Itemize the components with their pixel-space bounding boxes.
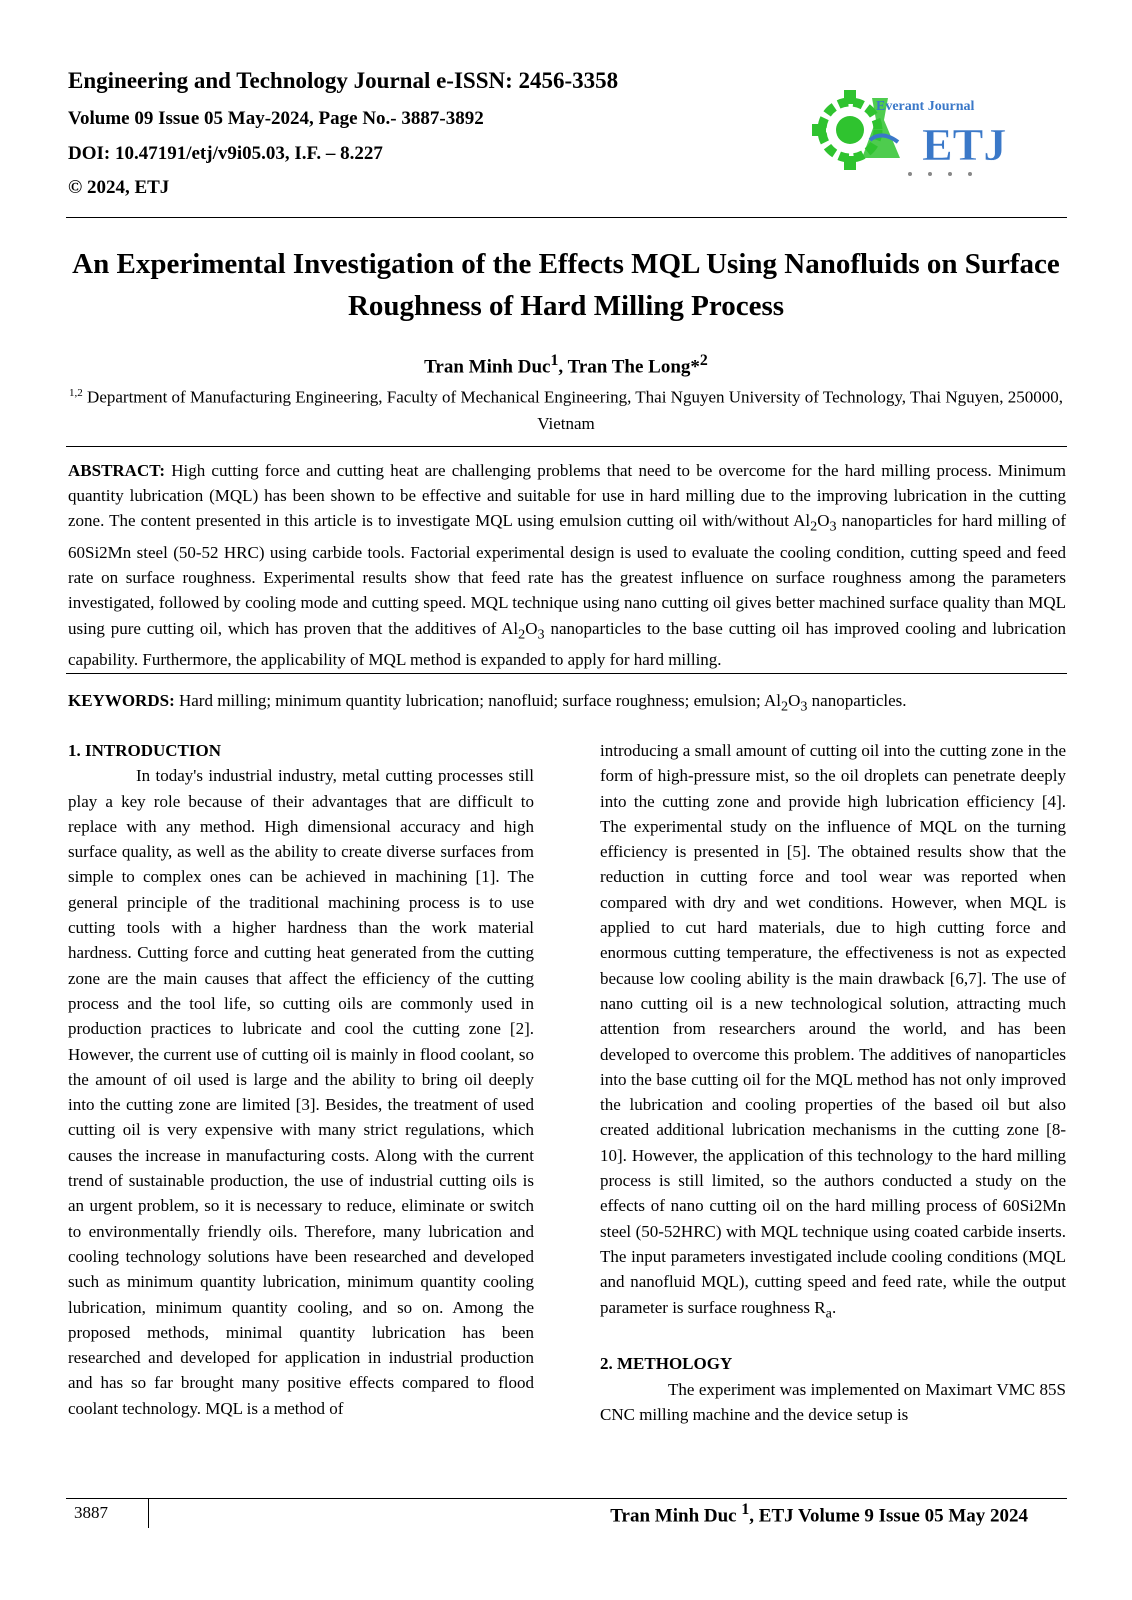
affiliation-mark: 1,2 — [69, 387, 83, 399]
logo-wordmark: ETJ — [922, 119, 1007, 170]
affiliation-text: Department of Manufacturing Engineering, Faculty of Mechanical Engineering, Thai Nguyen University of Technology, Thai Nguyen, 250000, Vietnam — [82, 387, 1063, 433]
subscript: 2 — [810, 518, 818, 535]
subscript: a — [825, 1304, 832, 1321]
volume-line: Volume 09 Issue 05 May-2024, Page No.- 3887-3892 — [68, 108, 484, 129]
subscript: 3 — [829, 518, 837, 535]
body-text: introducing a small amount of cutting oil into the cutting zone in the form of high-pressure mist, so the oil droplets can penetrate deeply into the cutting zone and provide high lubrication efficiency [4]. The experimental study on the influence of MQL on the turning efficiency is presented in [5]. The obtained results show that the reduction in cutting force and tool wear was reported when compared with dry and wet conditions. However, when MQL is applied to cut hard materials, due to high cutting force and enormous cutting temperature, the effectiveness is not as expected because low cooling ability is the main drawback [6,7]. The use of nano cutting oil is a new technological solution, attracting much attention from researchers around the world, and has been developed to overcome this problem. The additives of nanoparticles into the base cutting oil for the MQL method has not only improved the lubrication and cooling properties of the based oil but also created additional lubrication mechanisms in the cutting zone [8-10]. However, the application of this technology to the hard milling process is still limited, so the authors conducted a study on the effects of nano cutting oil on the hard milling process of 60Si2Mn steel (50-52HRC) with MQL technique using coated carbide inserts. The input parameters investigated include cooling conditions (MQL and nanofluid MQL), cutting speed and feed rate, while the output parameter is surface roughness R — [600, 741, 1066, 1317]
section-heading-methology: 2. METHOLOGY — [600, 1354, 733, 1374]
left-column — [68, 738, 534, 1421]
abstract-text: nanoparticles for hard milling of 60Si2Mn steel (50-52 HRC) using carbide tools. Factorial experimental design is used to evaluate the cooling condition, cutting speed and feed rate on surface roughness. Experimental results show that feed rate has the greatest influence on surface roughness among the parameters investigated, followed by cooling mode and cutting speed. MQL technique using nano cutting oil gives better machined surface quality than MQL using pure cutting oil, which has proven that the additives of Al — [68, 511, 1066, 638]
keywords-text: Hard milling; minimum quantity lubrication; nanofluid; surface roughness; emulsion; Al — [174, 691, 781, 710]
footer-author: Tran Minh Duc — [610, 1505, 737, 1527]
journal-title: Engineering and Technology Journal e-ISSN: 2456-3358 — [68, 68, 619, 93]
logo-caption: Everant Journal — [876, 99, 975, 114]
author-name: Tran The Long* — [567, 356, 700, 378]
subscript: 2 — [780, 698, 789, 715]
doi-line: DOI: 10.47191/etj/v9i05.03, I.F. – 8.227 — [68, 143, 383, 164]
page-number: 3887 — [74, 1503, 108, 1522]
footer-journal-info: , ETJ Volume 9 Issue 05 May 2024 — [749, 1505, 1028, 1527]
affiliation — [66, 380, 1066, 437]
paragraph-gap — [600, 1326, 1066, 1351]
subscript: 3 — [800, 698, 808, 715]
subscript: 3 — [537, 626, 545, 642]
paper-title: An Experimental Investigation of the Effects MQL Using Nanofluids on Surface Roughness of Hard Milling Process — [72, 248, 1060, 322]
journal-logo — [810, 80, 1020, 185]
author-list — [66, 352, 1066, 378]
abstract-text: nanoparticles to the base cutting oil has improved cooling and lubrication capability. Furthermore, the applicability of MQL method is expanded to apply for hard milling. — [68, 618, 1066, 670]
body-paragraph: The experiment was implemented on Maximart VMC 85S CNC milling machine and the device setup is — [600, 1379, 1066, 1424]
copyright-line: © 2024, ETJ — [68, 177, 170, 198]
author-name: Tran Minh Duc — [424, 356, 551, 378]
author-affiliation-mark: 1 — [550, 352, 559, 369]
abstract-text: High cutting force and cutting heat are challenging problems that need to be overcome for the hard milling process. Minimum quantity lubrication (MQL) has been shown to be effective and suitable for use in hard milling due to the improving lubrication in the cutting zone. The content presented in this article is to investigate MQL using emulsion cutting oil with/without Al — [68, 461, 1066, 531]
body-paragraph: In today's industrial industry, metal cutting processes still play a key role because of their advantages that are difficult to replace with any method. High dimensional accuracy and high surface quality, as well as the ability to create diverse surfaces from simple to complex ones can be achieved in machining [1]. The general principle of the traditional machining process is to use cutting tools with a higher hardness than the work material hardness. Cutting force and cutting heat generated from the cutting zone are the main causes that affect the efficiency of the cutting process and the tool life, so cutting oils are commonly used in production practices to lubricate and cool the cutting zone [2]. However, the current use of cutting oil is mainly in flood coolant, so the amount of oil used is large and the ability to bring oil deeply into the cutting zone are limited [3]. Besides, the treatment of used cutting oil is very expensive with many strict regulations, which causes the increase in manufacturing costs. Along with the current trend of sustainable production, the use of industrial cutting oils is an urgent problem, so it is necessary to reduce, eliminate or switch to environmentally friendly oils. Therefore, many lubrication and cooling technology solutions have been researched and developed such as minimum quantity lubrication, minimum quantity cooling lubrication, minimum quantity cooling, and so on. Among the proposed methods, minimal quantity lubrication has been researched and developed for application in industrial production and has so far brought many positive effects compared to flood coolant technology. MQL is a method of — [68, 766, 534, 1418]
body-paragraph — [600, 738, 1066, 1326]
abstract-top-rule — [66, 446, 1067, 447]
footer-affiliation-mark: 1 — [741, 1501, 750, 1518]
keywords-rule — [66, 673, 1067, 674]
header-rule — [66, 217, 1067, 218]
keywords-text: nanoparticles. — [807, 691, 907, 710]
chem-letter: O — [525, 618, 538, 638]
footer-rule — [66, 1498, 1067, 1499]
chem-letter: O — [817, 511, 830, 531]
decorative-dots-icon — [908, 172, 972, 176]
subscript: 2 — [518, 626, 526, 642]
chem-letter: O — [788, 691, 801, 710]
footer-separator — [148, 1498, 149, 1528]
author-affiliation-mark: 2 — [699, 352, 708, 369]
keywords-label: KEYWORDS: — [68, 691, 175, 710]
abstract-label: ABSTRACT: — [68, 461, 165, 480]
running-footer — [610, 1501, 1028, 1527]
body-text: . — [831, 1297, 837, 1317]
right-column — [600, 738, 1066, 1427]
keywords — [68, 688, 1066, 719]
section-heading-introduction: 1. INTRODUCTION — [68, 741, 222, 760]
abstract — [68, 458, 1066, 672]
author-separator: , — [558, 356, 568, 378]
